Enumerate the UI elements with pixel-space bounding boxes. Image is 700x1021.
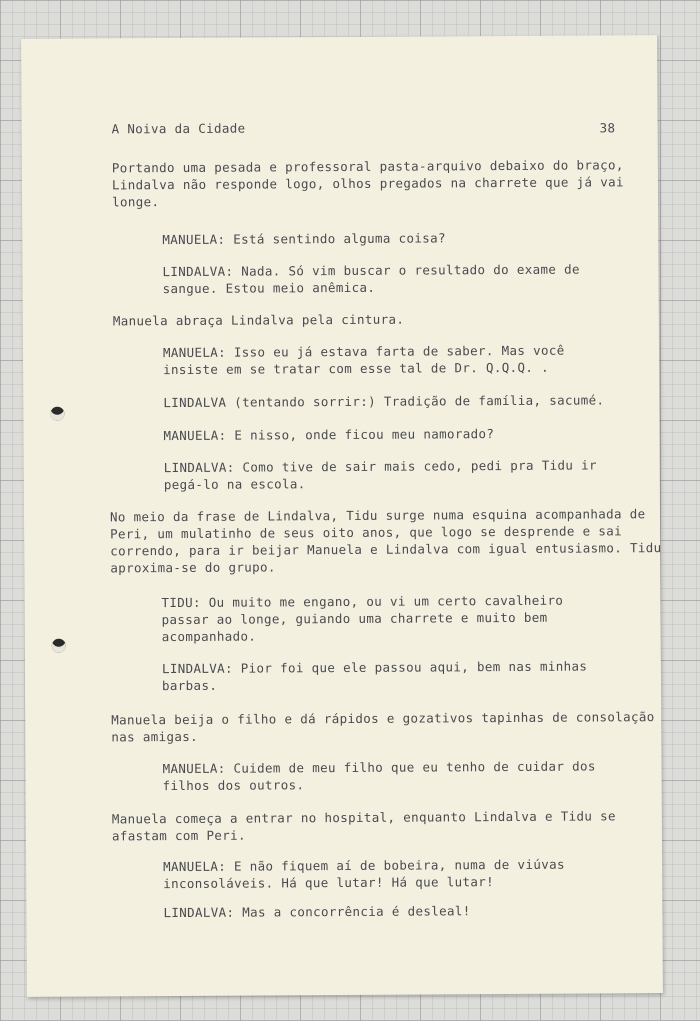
text-line: Manuela começa a entrar no hospital, enquanto Lindalva e Tidu se [111,808,616,827]
text-line: sangue. Estou meio anêmica. [162,279,376,297]
text-line: afastam com Peri. [111,827,246,844]
text-line: MANUELA: Cuidem de meu filho que eu tenho de cuidar dos [162,758,596,777]
dialogue-paragraph [163,856,565,892]
text-line: pegá-lo na escola. [163,476,306,493]
text-line: LINDALVA: Nada. Só vim buscar o resultado do exame de [162,261,580,280]
text-line: correndo, para ir beijar Manuela e Lindalva com igual entusiasmo. Tidu [110,540,662,559]
action-paragraph [112,807,616,844]
text-line: longe. [112,194,160,210]
text-line: nas amigas. [111,728,199,745]
punch-hole [50,407,64,421]
dialogue-paragraph [163,902,470,921]
text-line: LINDALVA: Mas a concorrência é desleal! [163,903,471,921]
text-line: inconsoláveis. Há que lutar! Há que lutar! [163,874,495,892]
text-line: No meio da frase de Lindalva, Tidu surge numa esquina acompanhada de [109,506,646,525]
dialogue-paragraph [161,592,563,645]
dialogue-paragraph [162,757,595,794]
text-line: MANUELA: E nisso, onde ficou meu namorado? [163,426,495,444]
text-line: TIDU: Ou muito me engano, ou vi um certo cavalheiro [161,592,564,611]
text-line: barbas. [161,677,218,694]
dialogue-paragraph [163,425,494,444]
dialogue-paragraph [163,391,604,411]
text-line: acompanhado. [161,628,257,645]
action-paragraph [112,156,624,210]
text-line: LINDALVA (tentando sorrir:) Tradição de família, sacumé. [163,392,605,411]
text-line: passar ao longe, guiando uma charrete e muito bem [161,609,548,628]
script-page [21,35,663,997]
text-line: Manuela beija o filho e dá rápidos e gozativos tapinhas de consolação [111,709,655,728]
dialogue-paragraph [162,658,587,695]
action-paragraph [111,708,655,745]
action-paragraph [110,505,662,576]
dialogue-paragraph [164,456,597,493]
punch-hole [52,639,66,653]
text-line: LINDALVA: Como tive de sair mais cedo, pedi pra Tidu ir [163,457,597,476]
dialogue-paragraph [163,342,565,378]
dialogue-paragraph [162,229,446,248]
text-line: Manuela abraça Lindalva pela cintura. [112,311,405,329]
text-line: filhos dos outros. [162,777,305,794]
text-line: MANUELA: E não fiquem aí de bobeira, numa de viúvas [163,856,565,875]
text-line: aproxima-se do grupo. [110,559,276,576]
action-paragraph [113,311,405,330]
text-line: Lindalva não responde logo, olhos pregados na charrete que já vai [111,174,624,193]
text-line: Peri, um mulatinho de seus oito anos, que logo se desprende e sai [110,523,623,542]
text-line: MANUELA: Está sentindo alguma coisa? [162,230,446,248]
text-line: Portando uma pesada e professoral pasta-arquivo debaixo do braço, [111,157,624,176]
header-title: A Noiva da Cidade [111,120,246,137]
text-line: LINDALVA: Pior foi que ele passou aqui, bem nas minhas [161,658,588,677]
page-number: 38 [599,120,616,136]
text-line: MANUELA: Isso eu já estava farta de saber. Mas você [162,342,565,361]
dialogue-paragraph [162,261,580,298]
text-line: insiste em se tratar com esse tal de Dr. Q.Q.Q. . [163,359,550,378]
